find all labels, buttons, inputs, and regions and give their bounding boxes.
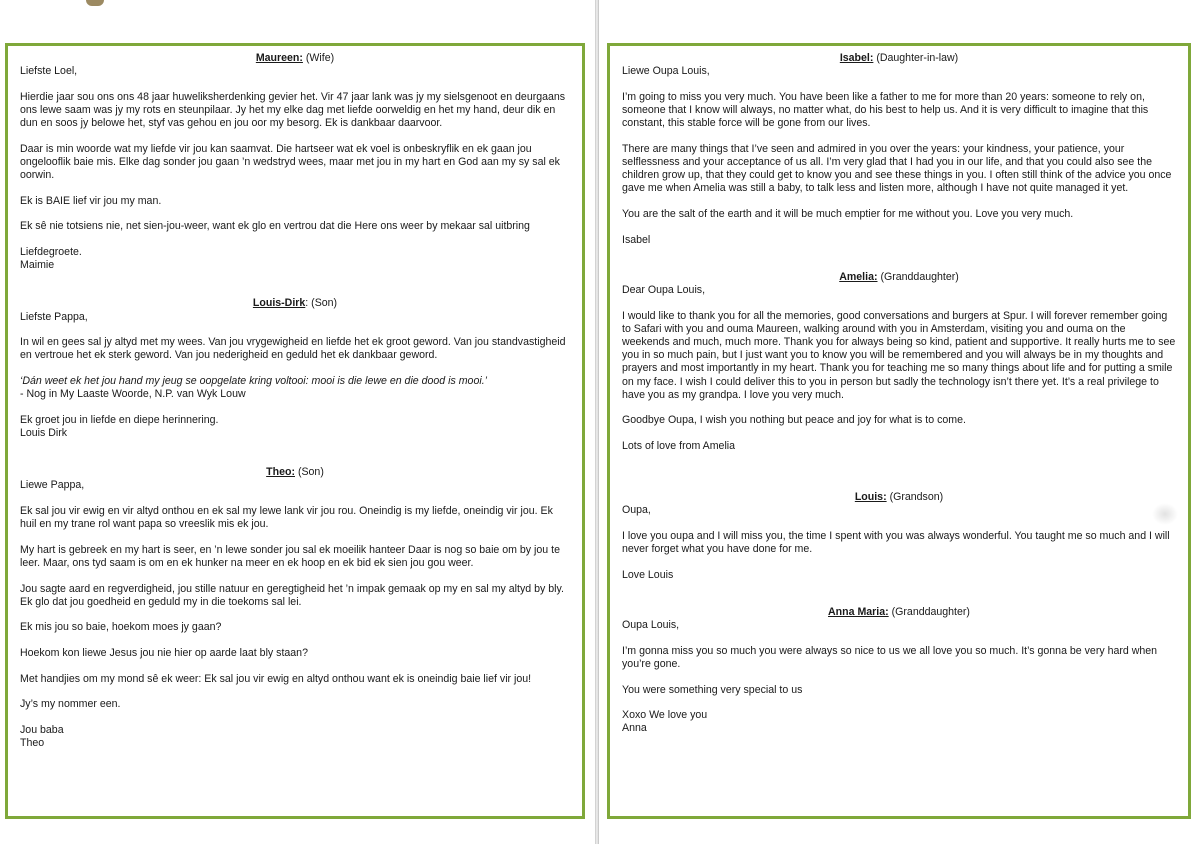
tribute-heading	[20, 466, 570, 479]
signature: Lots of love from Amelia	[622, 440, 736, 452]
paragraph: Jou sagte aard en regverdigheid, jou stille natuur en geregtigheid het ’n impak gemaak op my en sal my altyd by bly. Ek glo dat jou goedheid en geduld my in die toekoms sal lei.	[20, 582, 564, 608]
signature: Theo	[20, 736, 45, 749]
left-tribute-panel	[5, 43, 585, 819]
tribute-heading	[622, 52, 1176, 65]
author-role: (Wife)	[305, 52, 335, 64]
paragraph: I’m going to miss you very much. You have been like a father to me for more than 20 years: someone to rely on, someone that I know will always, no matter what, do his best to help us. And it is very difficult to imagine that this constant, this stable force will be gone from our lives.	[622, 90, 1149, 130]
paragraph: Hoekom kon liewe Jesus jou nie hier op aarde laat bly staan?	[20, 646, 308, 659]
paragraph: Jy’s my nommer een.	[20, 698, 121, 711]
author-name: Theo:	[266, 466, 295, 479]
paragraph: In wil en gees sal jy altyd met my wees. Van jou vrygewigheid en liefde het ek groot geword. Van jou standvastigheid en vertroue het ek sterk geword. Van jou nederigheid en geduld het ek dankbaar geword.	[20, 336, 566, 362]
closing: Jou baba	[20, 723, 64, 736]
quote-source: - Nog in My Laaste Woorde, N.P. van Wyk Louw	[20, 388, 246, 401]
tribute-heading	[622, 491, 1176, 504]
author-name: Amelia:	[839, 270, 878, 283]
author-name: Louis-Dirk	[252, 297, 306, 310]
paragraph: My hart is gebreek en my hart is seer, en ’n lewe sonder jou sal ek moeilik hanteer Daar is nog so baie om by jou te leer. Maar, ons tyd saam is om en ek hunker na meer en ek hoop en ek bid ek sien jou gou weer.	[20, 543, 560, 569]
author-name: Isabel:	[839, 52, 874, 64]
signature: Love Louis	[622, 568, 674, 581]
poem-quote: ‘Dán weet ek het jou hand my jeug se oopgelate kring voltooi: mooi is die lewe en die dood is mooi.’	[20, 374, 487, 387]
closing: Ek groet jou in liefde en diepe herinnering.	[20, 413, 219, 426]
paragraph: There are many things that I’ve seen and admired in you over the years: your kindness, your patience, your selflessness and your acceptance of us all. I’m very glad that I had you in our life, and that you could also see the children grow up, that they could get to know you and see these things in you. I often still think of the advice you once gave me when Amelia was still a baby, to talk less and listen more, although I have not quite managed it yet.	[622, 142, 1172, 195]
author-role: (Daughter-in-law)	[876, 52, 959, 64]
greeting: Liewe Pappa,	[20, 479, 85, 492]
author-role: : (Son)	[305, 297, 338, 310]
signature: Isabel	[622, 233, 651, 246]
author-role: (Granddaughter)	[880, 270, 959, 283]
paragraph: Hierdie jaar sou ons ons 48 jaar huweliksherdenking gevier het. Vir 47 jaar lank was jy my sielsgenoot en deurgaans ons lewe saam was jy my rots en steunpilaar. Jy het my elke dag met liefde oorweldig en het my hand, deur dik en dun en soos jy belowe het, styf vas gehou en jou oor my besorg. Ek is dankbaar daarvoor.	[20, 90, 566, 130]
paragraph: Ek mis jou so baie, hoekom moes jy gaan?	[20, 621, 222, 634]
author-role: (Granddaughter)	[891, 606, 970, 618]
paragraph: Daar is min woorde wat my liefde vir jou kan saamvat. Die hartseer wat ek voel is onbeskryflik en ek gaan jou ongeloof​lik baie mis. Elke dag sonder jou gaan ’n wedstryd wees, maar met jou in my hart en God aan my sy sal ek oorwin.	[20, 142, 560, 182]
tribute-isabel	[622, 52, 1176, 247]
paragraph: Ek sê nie totsiens nie, net sien-jou-weer, want ek glo en vertrou dat die Here ons weer by mekaar sal uitbring	[20, 220, 530, 233]
tribute-louis	[622, 491, 1176, 582]
closing: Liefdegroete.	[20, 245, 82, 258]
tribute-anna-maria	[622, 606, 1176, 736]
leaf-decoration	[86, 0, 104, 6]
tribute-amelia	[622, 271, 1176, 453]
author-name: Anna Maria:	[828, 606, 889, 618]
tribute-theo	[20, 466, 570, 750]
greeting: Liefste Loel,	[20, 65, 78, 78]
tribute-heading	[622, 271, 1176, 284]
author-name: Maureen:	[255, 52, 303, 64]
right-tribute-panel	[607, 43, 1191, 819]
closing: Xoxo We love you	[622, 709, 708, 722]
tribute-maureen	[20, 52, 570, 272]
tribute-louis-dirk	[20, 297, 570, 440]
paragraph: I love you oupa and I will miss you, the time I spent with you was always wonderful. You taught me so much and I will never forget what you have done for me.	[622, 530, 1170, 556]
author-role: (Grandson)	[889, 491, 944, 504]
author-role: (Son)	[297, 466, 324, 479]
greeting: Dear Oupa Louis,	[622, 284, 706, 296]
paragraph: I would like to thank you for all the memories, good conversations and burgers at Spur. I will forever remember going to Safari with you and ouma Maureen, walking around with you in Amsterdam, visiting you and ouma on the weekends and much, much more. Thank you for always being so kind, patient and supportive. It really hurts me to see you in so much pain, but I just want you to know you will be remembered and you will always be in my thoughts and prayers and most importantly in my heart. Thank you for teaching me so many things about life and for putting a smile on my face. I wish I could deliver this to you in person but sadly the technology isn’t there yet. It’s a real privilege to have you as my grandpa. I love you very much.	[622, 309, 1176, 401]
tribute-heading	[20, 52, 570, 65]
author-name: Louis:	[854, 491, 887, 504]
paragraph: Ek sal jou vir ewig en vir altyd onthou en ek sal my lewe lank vir jou rou. Oneindig is my liefde, oneindig vir jou. Ek huil en my trane rol want papa so vreeslik mis ek jou.	[20, 504, 553, 531]
greeting: Oupa,	[622, 504, 651, 517]
page-fold	[595, 0, 599, 844]
greeting: Oupa Louis,	[622, 619, 680, 632]
paragraph: Ek is BAIE lief vir jou my man.	[20, 194, 162, 207]
paragraph: I’m gonna miss you so much you were always so nice to us we all love you so much. It’s gonna be very hard when you’re gone.	[622, 644, 1158, 670]
signature: Louis Dirk	[20, 426, 68, 439]
greeting: Liefste Pappa,	[20, 310, 88, 323]
paragraph: Met handjies om my mond sê ek weer: Ek sal jou vir ewig en altyd onthou want ek is oneindig baie lief vir jou!	[20, 672, 532, 685]
signature: Maimie	[20, 259, 55, 272]
tribute-heading	[20, 297, 570, 310]
greeting: Liewe Oupa Louis,	[622, 65, 710, 78]
paragraph: You were something very special to us	[622, 683, 803, 696]
paragraph: Goodbye Oupa, I wish you nothing but peace and joy for what is to come.	[622, 414, 966, 427]
paragraph: You are the salt of the earth and it will be much emptier for me without you. Love you very much.	[622, 208, 1074, 220]
tribute-heading	[622, 606, 1176, 619]
signature: Anna	[622, 722, 647, 735]
